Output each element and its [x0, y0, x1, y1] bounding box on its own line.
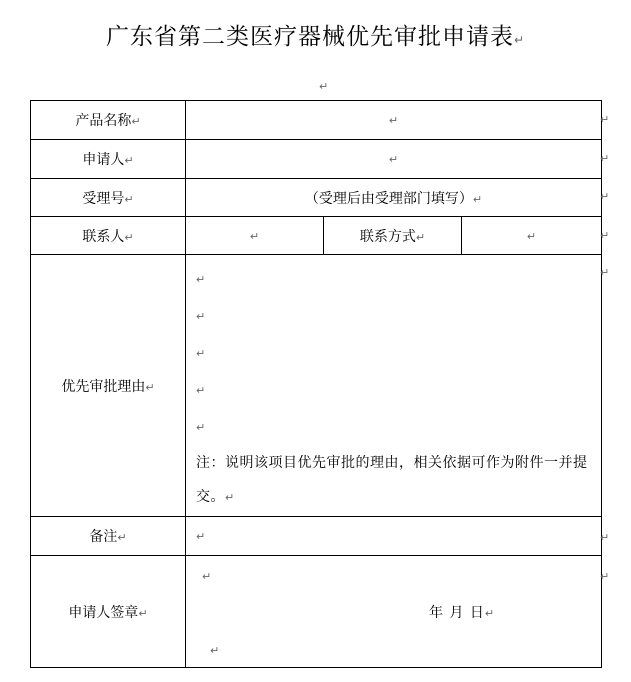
priority-reason-label: 优先审批理由↵: [31, 255, 186, 517]
paragraph-mark-icon: ↵: [319, 80, 329, 93]
contact-person-label: 联系人↵: [31, 217, 186, 255]
applicant-row: [31, 140, 602, 179]
contact-method-label: 联系方式↵: [324, 217, 462, 255]
paragraph-mark-icon: ↵: [196, 421, 206, 434]
priority-reason-note: 注：说明该项目优先审批的理由，相关依据可作为附件一并提交。↵: [196, 455, 588, 505]
remarks-row: [31, 517, 602, 556]
row-end-mark-icon: ↵: [600, 229, 610, 242]
paragraph-mark-icon: ↵: [202, 570, 212, 583]
paragraph-mark-icon: ↵: [196, 384, 206, 397]
contact-person-field[interactable]: ↵: [186, 217, 324, 255]
acceptance-number-row: [31, 179, 602, 217]
signature-label: 申请人签章↵: [31, 556, 186, 668]
product-name-field[interactable]: ↵: [186, 101, 602, 140]
row-end-mark-icon: ↵: [600, 113, 610, 126]
signature-row: [31, 556, 602, 668]
applicant-label: 申请人↵: [31, 140, 186, 179]
remarks-label: 备注↵: [31, 517, 186, 556]
paragraph-mark-icon: ↵: [196, 310, 206, 323]
form-title-text: 广东省第二类医疗器械优先审批申请表: [105, 24, 514, 50]
applicant-field[interactable]: ↵: [186, 140, 602, 179]
row-end-mark-icon: ↵: [600, 190, 610, 203]
remarks-field[interactable]: ↵: [186, 517, 602, 556]
form-title: [0, 18, 631, 51]
product-name-label: 产品名称↵: [31, 101, 186, 140]
paragraph-mark-icon: ↵: [196, 347, 206, 360]
row-end-mark-icon: ↵: [600, 531, 610, 544]
acceptance-number-hint: （受理后由受理部门填写）: [304, 190, 473, 207]
paragraph-mark-icon: ↵: [196, 273, 206, 286]
paragraph-mark-icon: ↵: [513, 33, 526, 47]
priority-reason-row: [31, 255, 602, 517]
application-form-table: [30, 100, 602, 668]
acceptance-number-label: 受理号↵: [31, 179, 186, 217]
priority-reason-field[interactable]: [186, 255, 602, 517]
row-end-mark-icon: ↵: [600, 152, 610, 165]
row-end-mark-icon: ↵: [600, 570, 610, 583]
contact-row: [31, 217, 602, 255]
contact-method-field[interactable]: ↵: [462, 217, 602, 255]
signature-field[interactable]: [186, 556, 602, 668]
row-end-mark-icon: ↵: [600, 266, 610, 279]
paragraph-mark-icon: ↵: [210, 644, 220, 657]
signature-date: 年 月 日↵: [429, 605, 496, 621]
product-name-row: [31, 101, 602, 140]
acceptance-number-field[interactable]: （受理后由受理部门填写）↵: [186, 179, 602, 217]
